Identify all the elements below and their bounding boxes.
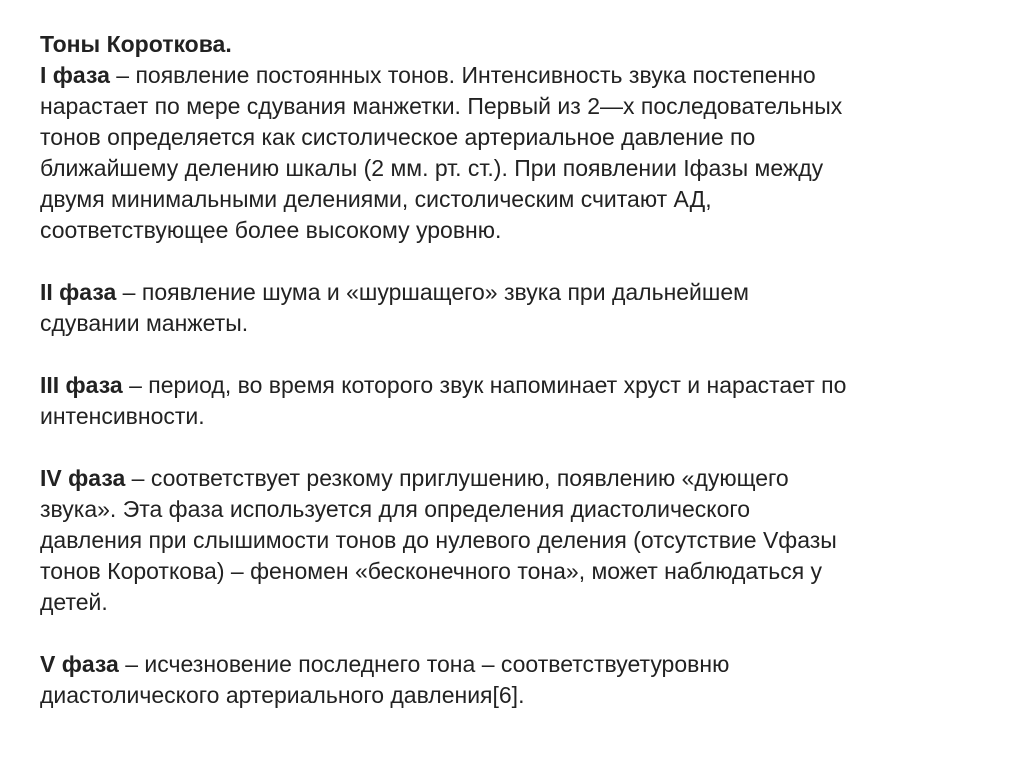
phase-3-paragraph: [40, 370, 1000, 432]
phase-4-line-4: тонов Короткова) – феномен «бесконечного тона», может наблюдаться у: [40, 558, 823, 584]
phase-2-text-1: – появление шума и «шуршащего» звука при дальнейшем: [116, 279, 749, 305]
phase-1-label: I фаза: [40, 62, 110, 88]
phase-3-text-1: – период, во время которого звук напоминает хруст и нарастает по: [122, 372, 847, 398]
document-title: Тоны Короткова.: [40, 31, 232, 57]
phase-1-line-3: тонов определяется как систолическое артериальное давление по: [40, 124, 756, 150]
phase-4-label: IV фаза: [40, 465, 126, 491]
phase-1-text-1: – появление постоянных тонов. Интенсивность звука постепенно: [109, 62, 816, 88]
phase-1-paragraph: [40, 29, 1000, 246]
document-body: [40, 29, 1000, 742]
phase-4-paragraph: [40, 463, 1000, 618]
phase-5-paragraph: [40, 649, 1000, 711]
phase-1-line-5: двумя минимальными делениями, систолическим считают АД,: [40, 186, 712, 212]
phase-2-label: II фаза: [40, 279, 117, 305]
phase-2-paragraph: [40, 277, 1000, 339]
phase-5-line-2: диастолического артериального давления[6].: [40, 682, 525, 708]
phase-3-line-2: интенсивности.: [40, 403, 205, 429]
phase-1-line-4: ближайшему делению шкалы (2 мм. рт. ст.). При появлении Iфазы между: [40, 155, 824, 181]
phase-4-line-3: давления при слышимости тонов до нулевого деления (отсутствие Vфазы: [40, 527, 837, 553]
phase-2-line-1: [40, 277, 1000, 308]
phase-4-text-1: – соответствует резкому приглушению, появлению «дующего: [125, 465, 789, 491]
phase-3-line-1: [40, 370, 1000, 401]
phase-2-line-2: сдувании манжеты.: [40, 310, 249, 336]
phase-4-line-2: звука». Эта фаза используется для определения диастолического: [40, 496, 751, 522]
phase-4-line-1: [40, 463, 1000, 494]
phase-5-label: V фаза: [40, 651, 119, 677]
phase-1-line-2: нарастает по мере сдувания манжетки. Первый из 2—х последовательных: [40, 93, 843, 119]
phase-4-line-5: детей.: [40, 589, 108, 615]
phase-1-line-6: соответствующее более высокому уровню.: [40, 217, 502, 243]
phase-3-label: III фаза: [40, 372, 123, 398]
phase-1-line-1: [40, 60, 1000, 91]
phase-5-text-1: – исчезновение последнего тона – соответствуетуровню: [118, 651, 730, 677]
phase-5-line-1: [40, 649, 1000, 680]
